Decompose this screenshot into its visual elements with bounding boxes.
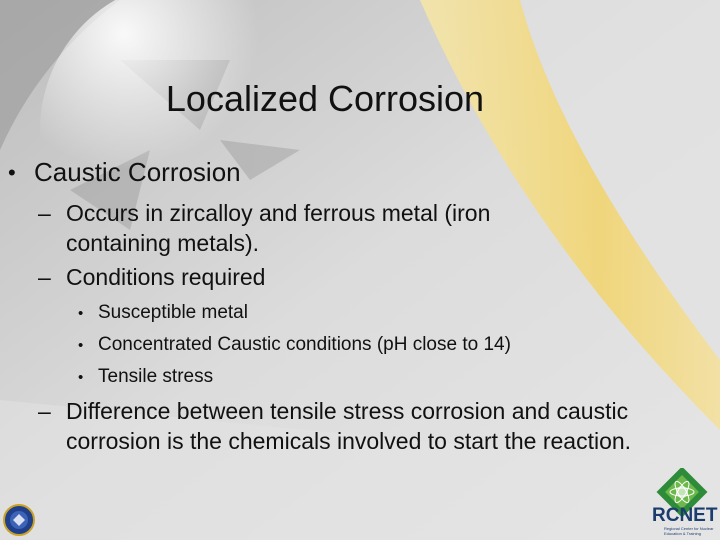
rcnet-subtitle: Regional Center for Nuclear Education & Training: [664, 526, 714, 536]
condition-item: Susceptible metal: [98, 302, 248, 323]
bullet-marker: •: [78, 369, 84, 386]
subbullet-occurs: Occurs in zircalloy and ferrous metal (iron containing metals).: [66, 200, 491, 256]
dash-marker: –: [38, 398, 51, 424]
rcnet-wordmark-text: RCNET: [652, 505, 718, 526]
condition-item: Tensile stress: [98, 366, 214, 387]
slide-title: Localized Corrosion: [165, 78, 485, 119]
condition-item: Concentrated Caustic conditions (pH close to 14): [98, 334, 511, 355]
subbullet-conditions: Conditions required: [66, 264, 266, 290]
dash-marker: –: [38, 200, 51, 226]
bullet-marker: •: [8, 160, 16, 185]
bullet-marker: •: [78, 305, 84, 322]
subbullet-difference: Difference between tensile stress corrosion and caustic corrosion is the chemicals involved to start the reaction.: [66, 398, 632, 454]
rcnet-wordmark: [652, 505, 717, 527]
bullet-marker: •: [78, 337, 84, 354]
emblem-seal-icon: [2, 503, 36, 537]
dash-marker: –: [38, 264, 51, 290]
bullet-caustic-corrosion: Caustic Corrosion: [34, 157, 241, 187]
